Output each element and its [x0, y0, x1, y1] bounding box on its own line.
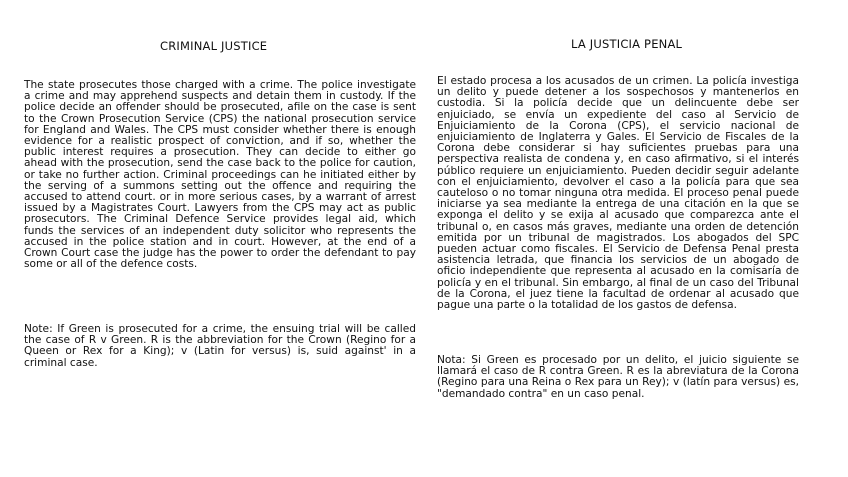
spanish-title: LA JUSTICIA PENAL [571, 37, 683, 51]
spanish-note-paragraph: Nota: Si Green es procesado por un delito, el juicio siguiente se llamará el caso de R contra Green. R es la abreviatura de la Corona (Regino para una Reina o Rex para un Rey); v (latín para versus) es, "demandado contra" en un caso penal. [437, 354, 799, 400]
english-title: CRIMINAL JUSTICE [160, 39, 268, 53]
spanish-body-paragraph: El estado procesa a los acusados de un crimen. La policía investiga un delito y puede detener a los sospechosos y mantenerlos en custodia. Si la policía decide que un delincuente debe ser enjuiciado, se envía un expediente del caso al Servicio de Enjuiciamiento de la Corona (CPS), el servicio nacional de enjuiciamiento de Inglaterra y Gales. El Servicio de Fiscales de la Corona debe considerar si hay suficientes pruebas para una perspectiva realista de condena y, en caso afirmativo, si el interés público requiere un enjuiciamiento. Pueden decidir seguir adelante con el enjuiciamiento, devolver el caso a la policía para que sea cauteloso o no tomar ninguna otra medida. El proceso penal puede iniciarse ya sea mediante la entrega de una citación en la que se exponga el delito y se exija al acusado que comparezca ante el tribunal o, en casos más graves, mediante una orden de detención emitida por un tribunal de magistrados. Los abogados del SPC pueden actuar como fiscales. El Servicio de Defensa Penal presta asistencia letrada, que financia los servicios de un abogado de oficio independiente que representa al acusado en la comisaría de policía y en el tribunal. Sin embargo, al final de un caso del Tribunal de la Corona, el juez tiene la facultad de ordenar al acusado que pague una parte o la totalidad de los gastos de defensa. [437, 75, 799, 312]
english-note-paragraph: Note: If Green is prosecuted for a crime, the ensuing trial will be called the case of R v Green. R is the abbreviation for the Crown (Regino for a Queen or Rex for a King); v (Latin for versus) is, suid against' in a criminal case. [24, 323, 416, 369]
english-body-paragraph: The state prosecutes those charged with a crime. The police investigate a crime and may apprehend suspects and detain them in custody. If the police decide an offender should be prosecuted, afile on the case is sent to the Crown Prosecution Service (CPS) the national prosecution service for England and Wales. The CPS must consider whether there is enough evidence for a realistic prospect of conviction, and if so, whether the public interest requires a prosecution. They can decide to either go ahead with the prosecution, send the case back to the police for caution, or take no further action. Criminal proceedings can he initiated either by the serving of a summons setting out the offence and requiring the accused to attend court. or in more serious cases, by a warrant of arrest issued by a Magistrates Court. Lawyers from the CPS may act as public prosecutors. The Criminal Defence Service provides legal aid, which funds the services of an independent duty solicitor who represents the accused in the police station and in court. However, at the end of a Crown Court case the judge has the power to order the defendant to pay some or all of the defence costs. [24, 79, 416, 271]
